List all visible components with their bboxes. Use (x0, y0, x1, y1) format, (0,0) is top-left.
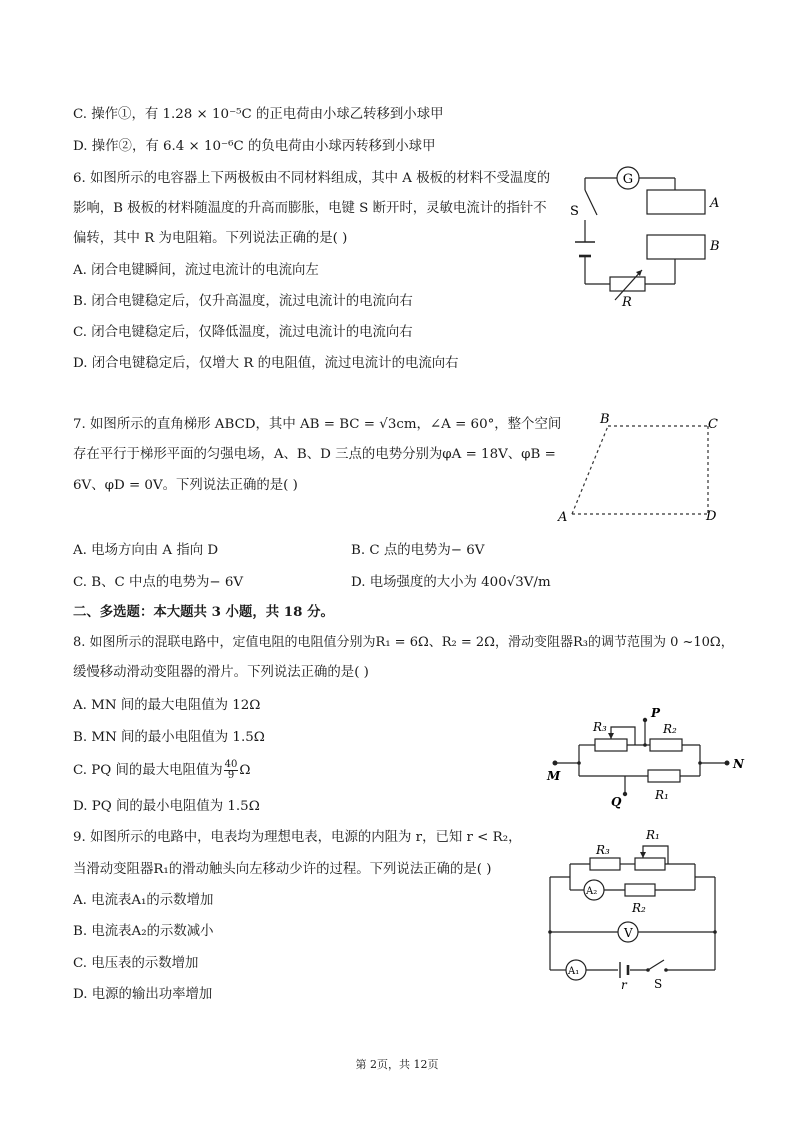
label-r3: R₃ (596, 843, 610, 857)
switch-s (648, 960, 664, 970)
label-g: G (622, 172, 634, 187)
label-r1: R₁ (655, 788, 669, 802)
q6-option-b: B. 闭合电键稳定后，仅升高温度，流过电流计的电流向右 (73, 294, 413, 309)
q8-option-c (73, 760, 251, 781)
section-2-heading: 二、多选题：本大题共 3 小题，共 18 分。 (73, 604, 334, 620)
q7-stem-line1: 7. 如图所示的直角梯形 ABCD，其中 AB = BC = √3cm，∠A = 60°，整个空间 (73, 417, 562, 432)
q6-stem-line1: 6. 如图所示的电容器上下两极板由不同材料组成，其中 A 极板的材料不受温度的 (73, 171, 551, 186)
q7-trapezoid-figure (550, 408, 740, 528)
resistor-r2 (650, 739, 682, 751)
q8-mixed-circuit-figure (545, 700, 745, 810)
q5-option-c: C. 操作①，有 1.28 × 10⁻⁵C 的正电荷由小球乙转移到小球甲 (73, 107, 444, 122)
label-r2: R₂ (663, 722, 677, 736)
vertex-b: B (600, 412, 610, 427)
resistor-box-r (610, 277, 645, 291)
q7-option-a: A. 电场方向由 A 指向 D (73, 543, 219, 558)
label-m: M (547, 769, 561, 783)
label-s: S (570, 204, 579, 219)
q8-stem-line1: 8. 如图所示的混联电路中，定值电阻的电阻值分别为R₁ = 6Ω、R₂ = 2Ω，滑动变阻器R₃的调节范围为 0 ~10Ω， (73, 635, 734, 650)
q7-option-c: C. B、C 中点的电势为− 6V (73, 575, 244, 590)
label-s: S (654, 977, 663, 991)
q8-option-b: B. MN 间的最小电阻值为 1.5Ω (73, 730, 265, 745)
label-b: B (710, 239, 720, 254)
q9-stem-line2: 当滑动变阻器R₁的滑动触头向左移动少许的过程。下列说法正确的是( ) (73, 862, 492, 877)
q6-option-a: A. 闭合电键瞬间，流过电流计的电流向左 (73, 263, 319, 278)
resistor-r3 (595, 739, 627, 751)
label-a: A (710, 196, 720, 211)
label-n: N (733, 757, 744, 771)
label-r1: R₁ (646, 828, 660, 842)
q9-option-c: C. 电压表的示数增加 (73, 956, 199, 971)
q6-option-c: C. 闭合电键稳定后，仅降低温度，流过电流计的电流向右 (73, 325, 413, 340)
q6-option-d: D. 闭合电键稳定后，仅增大 R 的电阻值，流过电流计的电流向右 (73, 356, 459, 371)
q9-option-a: A. 电流表A₁的示数增加 (73, 893, 214, 908)
resistor-r2 (625, 884, 655, 896)
label-r2: R₂ (632, 901, 646, 915)
q6-stem-line3: 偏转，其中 R 为电阻箱。下列说法正确的是( ) (73, 231, 348, 246)
resistor-r3 (590, 858, 620, 870)
q7-option-b: B. C 点的电势为− 6V (351, 543, 485, 558)
q8-option-c-prefix: C. PQ 间的最大电阻值为 (73, 763, 223, 778)
page-number-footer: 第 2页，共 12页 (355, 1058, 439, 1071)
q9-stem-line1: 9. 如图所示的电路中，电表均为理想电表，电源的内阻为 r，已知 r < R₂， (73, 830, 522, 845)
q5-option-d: D. 操作②，有 6.4 × 10⁻⁶C 的负电荷由小球丙转移到小球甲 (73, 139, 436, 154)
q8-option-c-unit: Ω (239, 763, 251, 778)
q8-option-a: A. MN 间的最大电阻值为 12Ω (73, 698, 261, 713)
label-r-internal: r (621, 978, 627, 992)
label-a2: A₂ (586, 886, 598, 897)
label-q: Q (611, 795, 622, 809)
q6-stem-line2: 影响，B 极板的材料随温度的升高而膨胀，电键 S 断开时，灵敏电流计的指针不 (73, 201, 547, 216)
q9-circuit-figure (540, 822, 730, 992)
plate-b (647, 235, 705, 259)
q7-stem-line3: 6V、φD = 0V。下列说法正确的是( ) (73, 478, 298, 493)
fraction-denominator: 9 (227, 770, 235, 781)
q7-stem-line2: 存在平行于梯形平面的匀强电场，A、B、D 三点的电势分别为φA = 18V、φB = (73, 447, 556, 462)
label-p: P (651, 706, 661, 720)
label-r3: R₃ (593, 720, 607, 734)
q6-capacitor-circuit-figure (560, 160, 740, 310)
q9-option-d: D. 电源的输出功率增加 (73, 987, 213, 1002)
label-r: R (622, 295, 632, 310)
vertex-a: A (558, 510, 568, 525)
fraction-numerator: 40 (224, 759, 238, 770)
resistor-r1 (648, 770, 680, 782)
vertex-c: C (708, 417, 718, 432)
rheostat-r1 (635, 858, 665, 870)
label-a1: A₁ (568, 966, 580, 977)
label-v: V (624, 926, 633, 940)
q9-option-b: B. 电流表A₂的示数减小 (73, 924, 214, 939)
q8-option-c-fraction (224, 760, 239, 781)
q8-stem-line2: 缓慢移动滑动变阻器的滑片。下列说法正确的是( ) (73, 665, 369, 680)
switch-s (585, 190, 597, 215)
plate-a (647, 190, 705, 214)
q7-option-d: D. 电场强度的大小为 400√3V/m (351, 575, 551, 590)
q8-option-d: D. PQ 间的最小电阻值为 1.5Ω (73, 799, 260, 814)
vertex-d: D (706, 509, 717, 524)
